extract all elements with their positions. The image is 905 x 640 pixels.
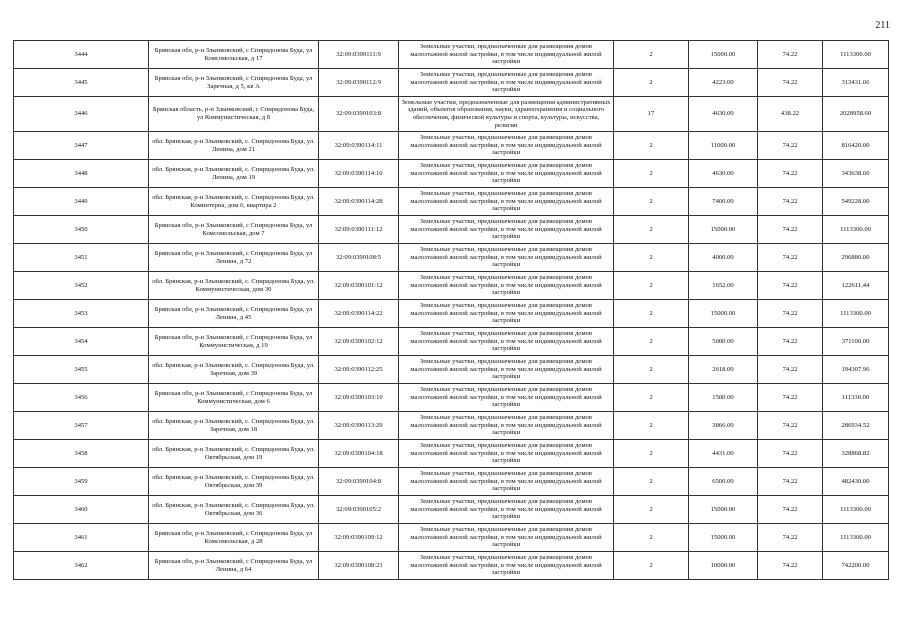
- area-cell: 4223.00: [689, 69, 758, 97]
- table-row: [14, 328, 889, 356]
- cadastral-value-cell: 482430.00: [823, 468, 889, 496]
- cadastral-value-cell: 742200.00: [823, 552, 889, 580]
- use-group-cell: 2: [614, 552, 689, 580]
- cadastral-value-cell: 549228.00: [823, 188, 889, 216]
- use-group-cell: 2: [614, 188, 689, 216]
- land-use-cell: Земельные участки, предназначенные для размещения домов малоэтажной жилой застройки, в том числе индивидуальной жилой застройки: [399, 440, 614, 468]
- specific-value-cell: 74.22: [758, 300, 823, 328]
- address-cell: обл. Брянская, р-н Злынковский, с. Спиридонова Буда, ул. Заречная, дом 18: [149, 412, 319, 440]
- area-cell: 4630.00: [689, 160, 758, 188]
- table-row: [14, 244, 889, 272]
- row-number: 3460: [14, 496, 149, 524]
- row-number: 3456: [14, 384, 149, 412]
- address-cell: Брянская обл, р-н Злынковский, с Спиридонова Буда, ул Коммунистическая, дом 6: [149, 384, 319, 412]
- cadastral-value-cell: 194307.96: [823, 356, 889, 384]
- cadastral-number-cell: 32:09:0390103:10: [319, 384, 399, 412]
- row-number: 3457: [14, 412, 149, 440]
- table-row: [14, 69, 889, 97]
- registry-body: [14, 41, 889, 580]
- area-cell: 4431.00: [689, 440, 758, 468]
- address-cell: Брянская обл, р-н Злынковский, с Спиридонова Буда, ул Коммунистическая, д 19: [149, 328, 319, 356]
- table-row: [14, 412, 889, 440]
- cadastral-number-cell: 32:09:0390112:9: [319, 69, 399, 97]
- specific-value-cell: 74.22: [758, 272, 823, 300]
- address-cell: Брянская обл, р-н Злынковский, с Спиридонова Буда, ул Ленина, д 45: [149, 300, 319, 328]
- land-use-cell: Земельные участки, предназначенные для размещения домов малоэтажной жилой застройки, в том числе индивидуальной жилой застройки: [399, 272, 614, 300]
- row-number: 3447: [14, 132, 149, 160]
- row-number: 3461: [14, 524, 149, 552]
- address-cell: Брянская область, р-н Злынковский, с Спиридонова Буда, ул Коммунистическая, д 8: [149, 97, 319, 132]
- area-cell: 2618.00: [689, 356, 758, 384]
- land-use-cell: Земельные участки, предназначенные для размещения домов малоэтажной жилой застройки, в том числе индивидуальной жилой застройки: [399, 188, 614, 216]
- land-use-cell: Земельные участки, предназначенные для размещения домов малоэтажной жилой застройки, в том числе индивидуальной жилой застройки: [399, 524, 614, 552]
- use-group-cell: 2: [614, 244, 689, 272]
- table-row: [14, 216, 889, 244]
- specific-value-cell: 74.22: [758, 496, 823, 524]
- address-cell: Брянская обл, р-н Злынковский, с Спиридонова Буда, ул Комсомольская, д 28: [149, 524, 319, 552]
- address-cell: Брянская обл, р-н Злынковский, с Спиридонова Буда, ул Комсомольская, дом 7: [149, 216, 319, 244]
- cadastral-value-cell: 1113300.00: [823, 41, 889, 69]
- cadastral-number-cell: 32:09:0390101:12: [319, 272, 399, 300]
- table-row: [14, 188, 889, 216]
- use-group-cell: 2: [614, 69, 689, 97]
- page-number: 211: [875, 20, 890, 31]
- land-use-cell: Земельные участки, предназначенные для размещения домов малоэтажной жилой застройки, в том числе индивидуальной жилой застройки: [399, 468, 614, 496]
- cadastral-number-cell: 32:09:0390113:29: [319, 412, 399, 440]
- area-cell: 4000.00: [689, 244, 758, 272]
- area-cell: 15000.00: [689, 524, 758, 552]
- land-use-cell: Земельные участки, предназначенные для размещения домов малоэтажной жилой застройки, в том числе индивидуальной жилой застройки: [399, 132, 614, 160]
- land-use-cell: Земельные участки, предназначенные для размещения домов малоэтажной жилой застройки, в том числе индивидуальной жилой застройки: [399, 384, 614, 412]
- area-cell: 15000.00: [689, 41, 758, 69]
- cadastral-value-cell: 296880.00: [823, 244, 889, 272]
- address-cell: обл. Брянская, р-н Злынковский, с. Спиридонова Буда, ул. Ленина, дом 21: [149, 132, 319, 160]
- cadastral-number-cell: 32:09:0390111:9: [319, 41, 399, 69]
- cadastral-number-cell: 32:09:0390102:12: [319, 328, 399, 356]
- land-registry-table: [13, 40, 889, 580]
- specific-value-cell: 74.22: [758, 356, 823, 384]
- row-number: 3454: [14, 328, 149, 356]
- row-number: 3446: [14, 97, 149, 132]
- address-cell: обл. Брянская, р-н Злынковский, с. Спиридонова Буда, ул. Коминтерна, дом 6, квартира 2: [149, 188, 319, 216]
- cadastral-value-cell: 328868.82: [823, 440, 889, 468]
- land-use-cell: Земельные участки, предназначенные для размещения домов малоэтажной жилой застройки, в том числе индивидуальной жилой застройки: [399, 300, 614, 328]
- specific-value-cell: 438.22: [758, 97, 823, 132]
- address-cell: обл. Брянская, р-н Злынковский, с. Спиридонова Буда, ул. Коммунистическая, дом 30: [149, 272, 319, 300]
- cadastral-number-cell: 32:09:0390105:2: [319, 496, 399, 524]
- cadastral-value-cell: 1113300.00: [823, 496, 889, 524]
- cadastral-value-cell: 313431.06: [823, 69, 889, 97]
- land-use-cell: Земельные участки, предназначенные для размещения административных зданий, объектов образования, науки, здравоохранения и социального обеспечения, физической культуры и спорта, культуры, искусства, религии: [399, 97, 614, 132]
- use-group-cell: 2: [614, 468, 689, 496]
- cadastral-number-cell: 32:09:0390108:21: [319, 552, 399, 580]
- cadastral-number-cell: 32:09:0390111:12: [319, 216, 399, 244]
- specific-value-cell: 74.22: [758, 132, 823, 160]
- specific-value-cell: 74.22: [758, 160, 823, 188]
- cadastral-number-cell: 32:09:0390112:25: [319, 356, 399, 384]
- cadastral-number-cell: 32:09:0390104:8: [319, 468, 399, 496]
- row-number: 3459: [14, 468, 149, 496]
- area-cell: 15000.00: [689, 300, 758, 328]
- area-cell: 6500.00: [689, 468, 758, 496]
- row-number: 3451: [14, 244, 149, 272]
- use-group-cell: 2: [614, 412, 689, 440]
- land-use-cell: Земельные участки, предназначенные для размещения домов малоэтажной жилой застройки, в том числе индивидуальной жилой застройки: [399, 412, 614, 440]
- row-number: 3455: [14, 356, 149, 384]
- specific-value-cell: 74.22: [758, 41, 823, 69]
- use-group-cell: 2: [614, 496, 689, 524]
- use-group-cell: 2: [614, 300, 689, 328]
- specific-value-cell: 74.22: [758, 440, 823, 468]
- table-row: [14, 384, 889, 412]
- land-use-cell: Земельные участки, предназначенные для размещения домов малоэтажной жилой застройки, в том числе индивидуальной жилой застройки: [399, 496, 614, 524]
- use-group-cell: 17: [614, 97, 689, 132]
- table-row: [14, 41, 889, 69]
- use-group-cell: 2: [614, 41, 689, 69]
- cadastral-number-cell: 32:09:0390114:28: [319, 188, 399, 216]
- cadastral-value-cell: 343638.60: [823, 160, 889, 188]
- use-group-cell: 2: [614, 328, 689, 356]
- row-number: 3453: [14, 300, 149, 328]
- table-row: [14, 440, 889, 468]
- use-group-cell: 2: [614, 160, 689, 188]
- row-number: 3449: [14, 188, 149, 216]
- cadastral-value-cell: 816420.00: [823, 132, 889, 160]
- use-group-cell: 2: [614, 132, 689, 160]
- cadastral-value-cell: 1113300.00: [823, 216, 889, 244]
- cadastral-number-cell: 32:09:0390109:12: [319, 524, 399, 552]
- cadastral-number-cell: 32:09:0390108:5: [319, 244, 399, 272]
- area-cell: 4630.00: [689, 97, 758, 132]
- specific-value-cell: 74.22: [758, 524, 823, 552]
- row-number: 3462: [14, 552, 149, 580]
- row-number: 3450: [14, 216, 149, 244]
- cadastral-number-cell: 32:09:0390114:22: [319, 300, 399, 328]
- area-cell: 1652.00: [689, 272, 758, 300]
- cadastral-value-cell: 286934.52: [823, 412, 889, 440]
- table-row: [14, 356, 889, 384]
- address-cell: обл. Брянская, р-н Злынковский, с. Спиридонова Буда, ул. Октябрьская, дом 36: [149, 496, 319, 524]
- address-cell: обл. Брянская, р-н Злынковский, с. Спиридонова Буда, ул. Октябрьская, дом 39: [149, 468, 319, 496]
- specific-value-cell: 74.22: [758, 384, 823, 412]
- table-row: [14, 552, 889, 580]
- specific-value-cell: 74.22: [758, 468, 823, 496]
- specific-value-cell: 74.22: [758, 188, 823, 216]
- land-use-cell: Земельные участки, предназначенные для размещения домов малоэтажной жилой застройки, в том числе индивидуальной жилой застройки: [399, 69, 614, 97]
- address-cell: Брянская обл, р-н Злынковский, с Спиридонова Буда, ул Заречная, д 5, кв А: [149, 69, 319, 97]
- land-use-cell: Земельные участки, предназначенные для размещения домов малоэтажной жилой застройки, в том числе индивидуальной жилой застройки: [399, 244, 614, 272]
- cadastral-value-cell: 1113300.00: [823, 300, 889, 328]
- area-cell: 11000.00: [689, 132, 758, 160]
- land-use-cell: Земельные участки, предназначенные для размещения домов малоэтажной жилой застройки, в том числе индивидуальной жилой застройки: [399, 328, 614, 356]
- row-number: 3445: [14, 69, 149, 97]
- row-number: 3458: [14, 440, 149, 468]
- specific-value-cell: 74.22: [758, 552, 823, 580]
- land-use-cell: Земельные участки, предназначенные для размещения домов малоэтажной жилой застройки, в том числе индивидуальной жилой застройки: [399, 41, 614, 69]
- cadastral-value-cell: 122611.44: [823, 272, 889, 300]
- row-number: 3448: [14, 160, 149, 188]
- address-cell: Брянская обл, р-н Злынковский, с Спиридонова Буда, ул Комсомольская, д 17: [149, 41, 319, 69]
- address-cell: Брянская обл, р-н Злынковский, с Спиридонова Буда, ул Ленина, д 72: [149, 244, 319, 272]
- table-row: [14, 496, 889, 524]
- area-cell: 3866.00: [689, 412, 758, 440]
- land-use-cell: Земельные участки, предназначенные для размещения домов малоэтажной жилой застройки, в том числе индивидуальной жилой застройки: [399, 356, 614, 384]
- table-row: [14, 160, 889, 188]
- cadastral-number-cell: 32:09:0390114:10: [319, 160, 399, 188]
- address-cell: Брянская обл, р-н Злынковский, с Спиридонова Буда, ул Ленина, д 64: [149, 552, 319, 580]
- land-use-cell: Земельные участки, предназначенные для размещения домов малоэтажной жилой застройки, в том числе индивидуальной жилой застройки: [399, 552, 614, 580]
- address-cell: обл. Брянская, р-н Злынковский, с. Спиридонова Буда, ул. Ленина, дом 19: [149, 160, 319, 188]
- specific-value-cell: 74.22: [758, 244, 823, 272]
- table-row: [14, 524, 889, 552]
- use-group-cell: 2: [614, 440, 689, 468]
- area-cell: 10000.00: [689, 552, 758, 580]
- use-group-cell: 2: [614, 384, 689, 412]
- table-row: [14, 97, 889, 132]
- cadastral-value-cell: 2028958.60: [823, 97, 889, 132]
- use-group-cell: 2: [614, 216, 689, 244]
- specific-value-cell: 74.22: [758, 69, 823, 97]
- table-row: [14, 272, 889, 300]
- land-use-cell: Земельные участки, предназначенные для размещения домов малоэтажной жилой застройки, в том числе индивидуальной жилой застройки: [399, 160, 614, 188]
- specific-value-cell: 74.22: [758, 328, 823, 356]
- area-cell: 1500.00: [689, 384, 758, 412]
- cadastral-number-cell: 32:09:0390114:11: [319, 132, 399, 160]
- cadastral-value-cell: 371100.00: [823, 328, 889, 356]
- row-number: 3452: [14, 272, 149, 300]
- area-cell: 5000.00: [689, 328, 758, 356]
- cadastral-number-cell: 32:09:0390104:18: [319, 440, 399, 468]
- use-group-cell: 2: [614, 272, 689, 300]
- specific-value-cell: 74.22: [758, 412, 823, 440]
- use-group-cell: 2: [614, 524, 689, 552]
- area-cell: 15000.00: [689, 216, 758, 244]
- table-row: [14, 132, 889, 160]
- use-group-cell: 2: [614, 356, 689, 384]
- specific-value-cell: 74.22: [758, 216, 823, 244]
- table-row: [14, 300, 889, 328]
- land-use-cell: Земельные участки, предназначенные для размещения домов малоэтажной жилой застройки, в том числе индивидуальной жилой застройки: [399, 216, 614, 244]
- cadastral-value-cell: 1113300.00: [823, 524, 889, 552]
- area-cell: 7400.00: [689, 188, 758, 216]
- table-row: [14, 468, 889, 496]
- cadastral-value-cell: 111330.00: [823, 384, 889, 412]
- address-cell: обл. Брянская, р-н Злынковский, с. Спиридонова Буда, ул. Заречная, дом 39: [149, 356, 319, 384]
- address-cell: обл. Брянская, р-н Злынковский, с. Спиридонова Буда, ул. Октябрьская, дом 19: [149, 440, 319, 468]
- row-number: 3444: [14, 41, 149, 69]
- area-cell: 15000.00: [689, 496, 758, 524]
- cadastral-number-cell: 32:09:0390103:8: [319, 97, 399, 132]
